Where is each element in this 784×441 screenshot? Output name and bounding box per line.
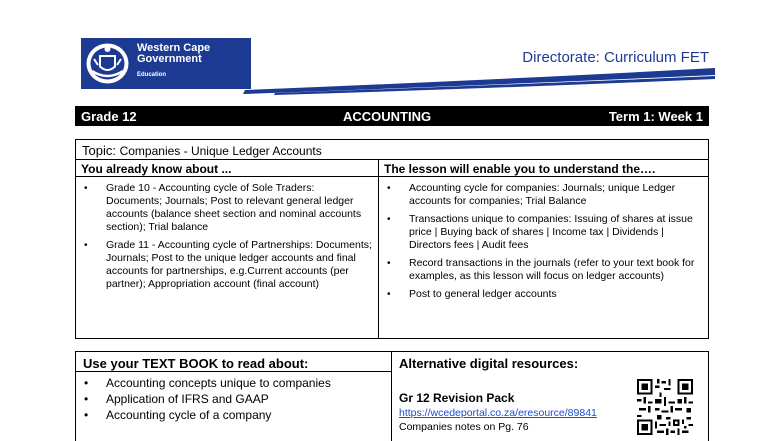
term-week-label: Term 1: Week 1: [608, 109, 703, 124]
list-item: • Application of IFRS and GAAP: [84, 392, 385, 406]
list-item: • Grade 11 - Accounting cycle of Partnerships: Documents; Journals; Post to the unique ledger accounts and final accounts for partnerships, e.g.Current accounts (per partner); Appropriation account (final account): [84, 239, 372, 291]
grade-label: Grade 12: [81, 109, 137, 124]
title-bar: [75, 106, 709, 126]
resources-table: [75, 351, 709, 441]
list-item: • Accounting cycle of a company: [84, 408, 385, 422]
prior-knowledge-heading: You already know about ...: [76, 160, 378, 177]
list-item: • Accounting concepts unique to companies: [84, 376, 385, 390]
list-item: • Transactions unique to companies: Issuing of shares at issue price | Buying back of shares | Income tax | Dividends | Directors fees | Audit fees: [387, 213, 702, 252]
revision-pack-title: Gr 12 Revision Pack: [399, 391, 515, 405]
header-swoosh: [75, 66, 715, 100]
lesson-outcomes-column: [379, 160, 708, 338]
logo-line-3: Education: [137, 72, 167, 78]
topic-label: Topic:: [82, 143, 116, 158]
textbook-column: [76, 352, 392, 441]
revision-pack-note: Companies notes on Pg. 76: [399, 421, 529, 433]
lesson-outcomes-heading: The lesson will enable you to understand the….: [379, 160, 708, 177]
digital-resources-column: [392, 352, 708, 441]
list-item: • Grade 10 - Accounting cycle of Sole Traders: Documents; Journals; Post to relevant general ledger accounts (balance sheet section and nominal accounts section); Trial balance: [84, 182, 372, 234]
revision-pack-link[interactable]: https://wcedeportal.co.za/eresource/89841: [399, 407, 597, 419]
list-item: • Accounting cycle for companies: Journals; unique Ledger accounts for companies; Trial Balance: [387, 182, 702, 208]
list-item: • Record transactions in the journals (refer to your text book for examples, as this lesson will focus on ledger accounts): [387, 257, 702, 283]
digital-resources-heading: Alternative digital resources:: [399, 356, 579, 371]
directorate-title: Directorate: Curriculum FET: [522, 49, 709, 66]
logo-line-1: Western Cape: [137, 42, 211, 54]
prior-knowledge-column: [76, 160, 379, 338]
list-item: • Post to general ledger accounts: [387, 288, 702, 301]
topic-row: [76, 140, 708, 160]
topic-value: Companies - Unique Ledger Accounts: [119, 144, 322, 158]
logo-line-2: Government: [137, 53, 202, 65]
lesson-overview-table: [75, 139, 709, 339]
textbook-heading: Use your TEXT BOOK to read about:: [76, 352, 391, 372]
qr-code-icon: [637, 379, 693, 435]
subject-label: ACCOUNTING: [343, 109, 432, 124]
